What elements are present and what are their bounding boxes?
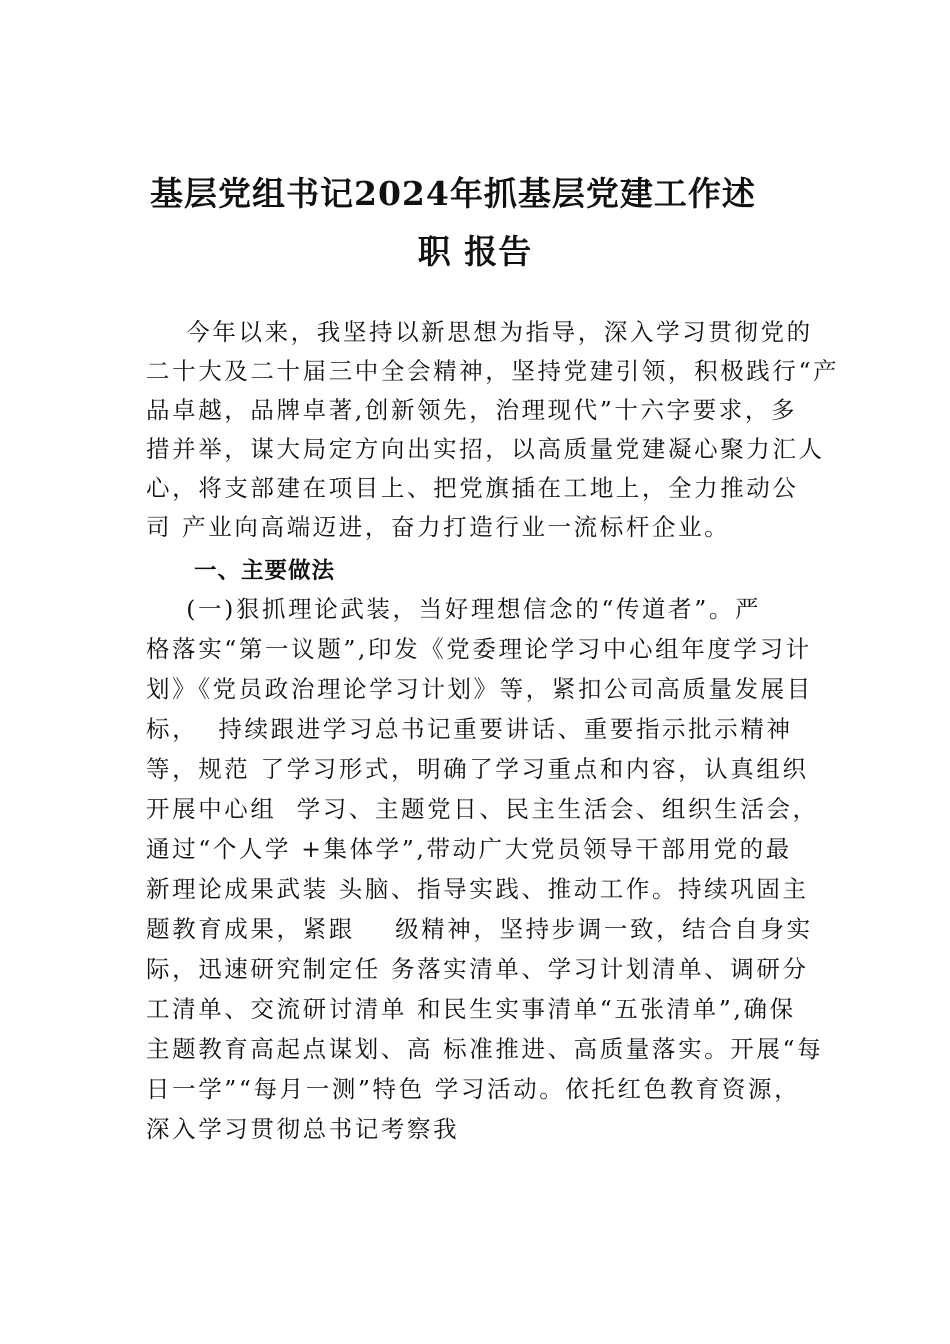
body-line: 标， 持续跟进学习总书记重要讲话、重要指示批示精神 [146, 715, 793, 743]
intro-line: 司 产业向高端迈进，奋力打造行业一流标杆企业。 [146, 513, 731, 541]
body-line: 日一学”“每月一测”特色 学习活动。依托红色教育资源， [146, 1075, 801, 1103]
body-line: 格落实“第一议题”,印发《党委理论学习中心组年度学习计 [146, 635, 812, 663]
body-line: 工清单、交流研讨清单 和民生实事清单“五张清单”,确保 [146, 995, 796, 1023]
intro-line: 品卓越，品牌卓著,创新领先，治理现代”十六字要求，多 [146, 396, 798, 424]
body-line: 划》《党员政治理论学习计划》等，紧扣公司高质量发展目 [146, 675, 813, 703]
body-line: 新理论成果武装 头脑、指导实践、推动工作。持续巩固主 [146, 875, 809, 903]
section-heading: 一、主要做法 [194, 558, 336, 584]
intro-line: 措并举，谋大局定方向出实招，以高质量党建凝心聚力汇人 [146, 435, 825, 463]
body-line: 通过“个人学 +集体学”,带动广大党员领导干部用党的最 [146, 835, 792, 863]
body-line: (一)狠抓理论武装，当好理想信念的“传道者”。严 [146, 595, 762, 623]
body-line: 主题教育高起点谋划、高 标准推进、高质量落实。开展“每 [146, 1035, 824, 1063]
body-line: 深入学习贯彻总书记考察我 [146, 1115, 460, 1143]
body-line: 际，迅速研究制定任 务落实清单、学习计划清单、调研分 [146, 955, 809, 983]
body-line: 等，规范 了学习形式，明确了学习重点和内容，认真组织 [146, 755, 809, 783]
body-line: 题教育成果，紧跟 级精神，坚持步调一致，结合自身实 [146, 915, 813, 943]
intro-line: 今年以来，我坚持以新思想为指导，深入学习贯彻党的 [146, 318, 813, 346]
body-line: 开展中心组 学习、主题党日、民主生活会、组织生活会， [146, 795, 819, 823]
intro-line: 二十大及二十届三中全会精神，坚持党建引领，积极践行“产 [146, 357, 840, 385]
document-title-line-2: 职 报告 [417, 232, 533, 271]
intro-line: 心，将支部建在项目上、把党旗插在工地上，全力推动公 [146, 474, 799, 502]
document-title-line-1: 基层党组书记2024年抓基层党建工作述 [150, 174, 756, 213]
